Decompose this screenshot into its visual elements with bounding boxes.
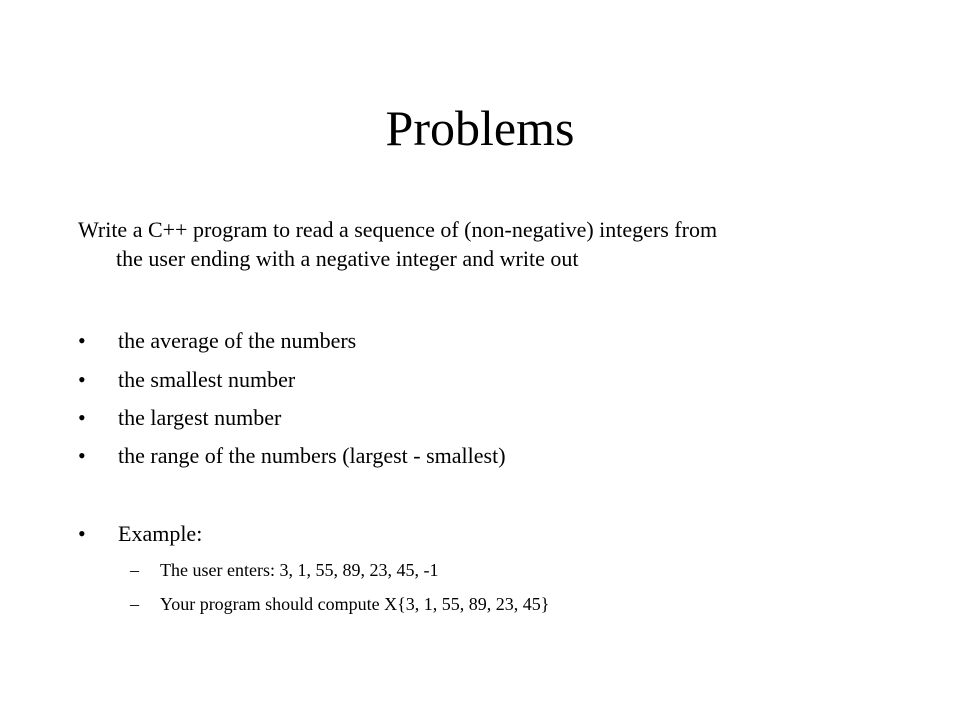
bullet-icon: •	[78, 405, 86, 430]
intro-paragraph	[78, 215, 878, 273]
bullet-text: the smallest number	[118, 367, 296, 392]
bullet-icon: •	[78, 328, 86, 353]
bullet-icon: •	[78, 443, 86, 468]
slide-title: Problems	[385, 100, 575, 156]
dash-icon: –	[130, 594, 139, 614]
intro-line-2: the user ending with a negative integer and write out	[116, 246, 579, 271]
bullet-text: the average of the numbers	[118, 328, 357, 353]
dash-icon: –	[130, 560, 139, 580]
intro-line-1: Write a C++ program to read a sequence of (non-negative) integers from	[78, 217, 718, 242]
sub-bullet-text: Your program should compute X{3, 1, 55, 89, 23, 45}	[160, 594, 550, 614]
bullet-text: Example:	[118, 521, 203, 546]
bullet-text: the largest number	[118, 405, 282, 430]
bullet-icon: •	[78, 521, 86, 546]
bullet-text: the range of the numbers (largest - smallest)	[118, 443, 506, 468]
sub-bullet-text: The user enters: 3, 1, 55, 89, 23, 45, -1	[160, 560, 439, 580]
bullet-icon: •	[78, 367, 86, 392]
